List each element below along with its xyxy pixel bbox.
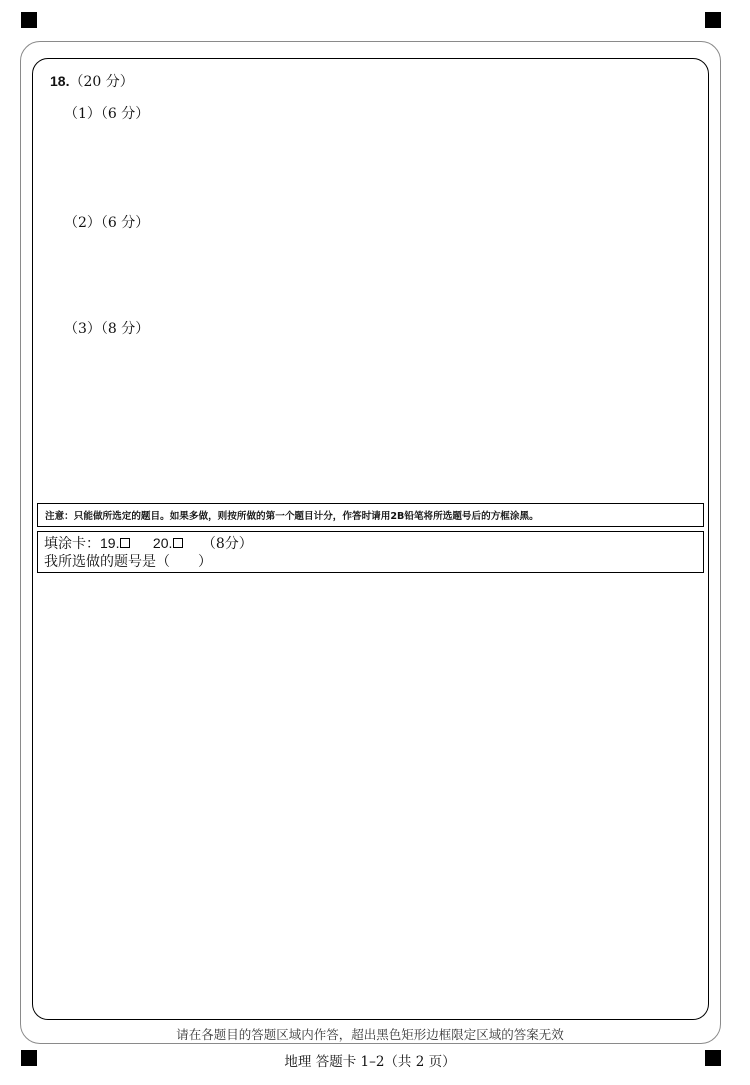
- selected-question-line: 我所选做的题号是（ ）: [44, 554, 212, 570]
- registration-mark-top-right: [705, 12, 721, 28]
- choice-prefix: 填涂卡：: [44, 536, 100, 552]
- option-20-label: 20.: [152, 535, 173, 551]
- question-18-title: [50, 71, 134, 91]
- choice-row: [44, 534, 703, 553]
- sub-question-1-label: （1）（6 分）: [64, 106, 150, 122]
- page-label: 地理 答题卡 1–2（共 2 页）: [284, 1054, 456, 1070]
- option-19-label: 19.: [100, 535, 120, 551]
- sub-question-3-label: （3）（8 分）: [64, 321, 150, 337]
- option-19-checkbox[interactable]: [120, 538, 130, 548]
- option-20-checkbox[interactable]: [173, 538, 183, 548]
- optional-question-notice: [37, 503, 704, 527]
- choice-score: （8分）: [201, 536, 253, 552]
- registration-mark-top-left: [21, 12, 37, 28]
- notice-text: 注意：只能做所选定的题目。如果多做，则按所做的第一个题目计分，作答时请用2B铅笔将所选题号后的方框涂黑。: [45, 511, 539, 522]
- sub-question-2-label: （2）（6 分）: [64, 215, 150, 231]
- answer-area-warning: 请在各题目的答题区域内作答，超出黑色矩形边框限定区域的答案无效: [176, 1027, 564, 1042]
- question-number: 18.: [50, 73, 70, 89]
- optional-question-choice-box: [37, 531, 704, 573]
- question-score: （20 分）: [69, 74, 134, 90]
